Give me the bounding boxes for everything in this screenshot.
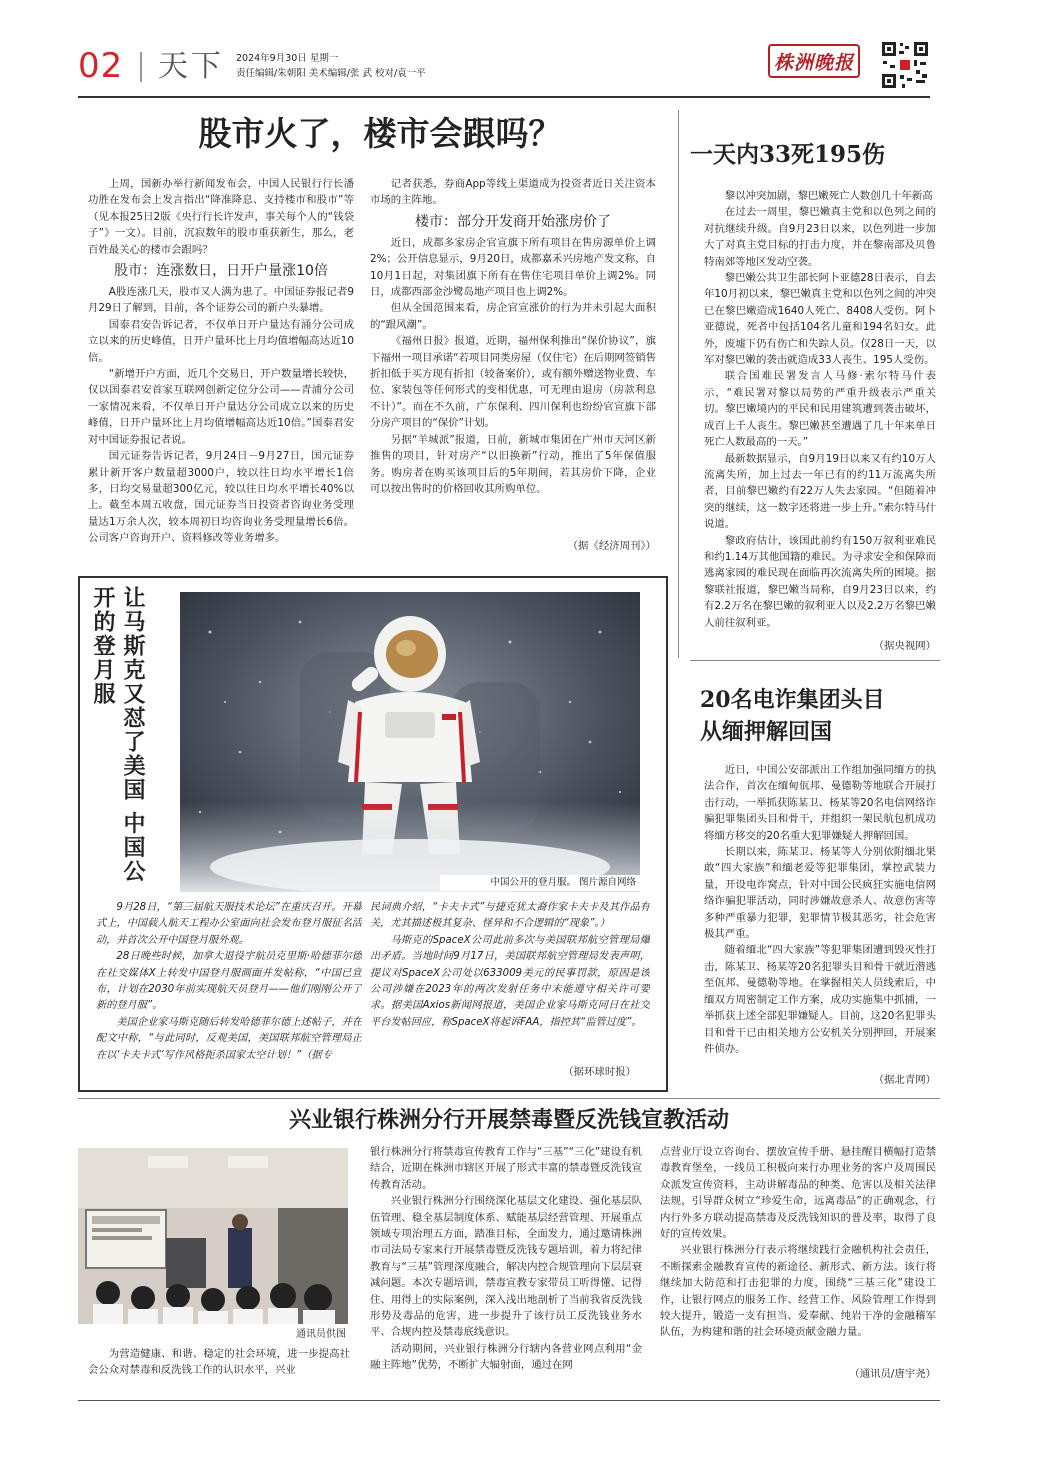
article-lebanon-body xyxy=(704,188,936,636)
paragraph: 美国企业家马斯克随后转发哈德菲尔德上述帖子，并在配文中称，“与此同时，反观美国，美国联邦航空管理局正在以‘卡夫卡式’写作风格扼杀国家太空计划！”（据专 xyxy=(96,1016,362,1061)
article-bank-col1 xyxy=(88,1346,350,1386)
paragraph: 但从全国范围来看，房企官宣涨价的行为并未引起大面积的“跟风潮”。 xyxy=(370,302,656,331)
article-spacesuit-col1 xyxy=(96,900,362,1084)
paragraph: 黎巴嫩公共卫生部长阿卜亚德28日表示，自去年10月初以来，黎巴嫩真主党和以色列之间的冲突已在黎巴嫩造成1640人死亡、8408人受伤。阿卜亚德说，死者中包括104名儿童和194名妇女。此外，废墟下仍有伤亡和失踪人员。仅28日一天，以军对黎巴嫩的袭击就造成33人丧生、195人受伤。 xyxy=(704,272,936,367)
page-number: 02 xyxy=(78,46,124,86)
editor-line: 责任编辑/朱朝阳 美术编辑/张 武 校对/袁一平 xyxy=(236,68,426,79)
photo-caption: 通讯员供图 xyxy=(296,1329,346,1340)
subheading: 楼市：部分开发商开始涨房价了 xyxy=(415,213,611,230)
source: （据央视网） xyxy=(873,640,936,652)
source: （据北青网） xyxy=(873,1074,936,1086)
paragraph: 联合国难民署发言人马修·索尔特马什表示，“难民署对黎以局势的严重升级表示严重关切。黎巴嫩境内的平民和民用建筑遭到袭击破坏，成百上千人丧生。黎巴嫩甚至遭遇了几十年来单日死亡人数最高的一天。” xyxy=(704,370,936,449)
paragraph: 最新数据显示，自9月19日以来又有约10万人流离失所，加上过去一年已有的约11万流离失所者，目前黎巴嫩约有22万人失去家园。“但随着冲突的继续，这一数字还将进一步上升。”索尔特马什说道。 xyxy=(704,452,936,531)
qr-code-icon xyxy=(880,40,930,90)
spacesuit-photo xyxy=(180,592,640,892)
section-name: 天下 xyxy=(158,49,224,84)
title-line: 从缅押解回国 xyxy=(700,719,833,745)
article-fraud-title xyxy=(700,684,940,748)
paragraph: 黎以冲突加剧，黎巴嫩死亡人数创几十年新高 xyxy=(724,190,933,202)
article-lebanon-title: 一天内33死195伤 xyxy=(690,141,886,168)
paragraph: 另据“羊城派”报道，日前，新城市集团在广州市天河区新推售的项目，针对房产“以旧换新”行动，推出了5年保值服务。购房者在购买该项目后的5年期间，若其房价下降，企业可以按出售时的价格回收其所购单位。 xyxy=(370,433,656,495)
paragraph: 点营业厅设立咨询台、摆放宣传手册、悬挂醒目横幅打造禁毒教育堡垒，一线员工积极向来行办理业务的客户及周围民众派发宣传资料，主动讲解毒品的种类、危害以及相关法律法规，引导群众树立“珍爱生命，远离毒品”的正确观念，行内行外多方联动提高禁毒及反洗钱知识的普及率，取得了良好的宣传效果。 xyxy=(660,1146,936,1241)
article-stock-col1 xyxy=(88,176,354,546)
paragraph: 记者获悉，券商App等线上渠道成为投资者近日关注资本市场的主阵地。 xyxy=(370,178,656,207)
article-spacesuit-col2 xyxy=(370,900,650,1056)
article-stock-col2 xyxy=(370,176,656,556)
paragraph: 长期以来，陈某卫、杨某等人分别依附缅北果敢“四大家族”和缅老爱等犯罪集团，掌控武装力量，开设电诈窝点，针对中国公民疯狂实施电信网络诈骗犯罪活动，同时涉嫌故意杀人、故意伤害等多种严重暴力犯罪，犯罪情节极其恶劣，社会危害极其严重。 xyxy=(704,846,936,941)
source: （通讯员/唐宇尧） xyxy=(849,1368,936,1380)
article-bank-col3 xyxy=(660,1144,936,1366)
paragraph: 国泰君安告诉记者，不仅单日开户量达有涌分公司成立以来的历史峰值，日开户量环比上月均值增幅高达近10倍。 xyxy=(88,318,354,364)
paragraph: 近日，中国公安部派出工作组加强同缅方的执法合作，首次在缅甸佤邦、曼德勒等地联合开展打击行动，一举抓获陈某卫、杨某等20名电信网络诈骗犯罪集团头目和骨干，并组织一架民航包机成功将缅方移交的20名重大犯罪嫌疑人押解回国。 xyxy=(704,764,936,842)
paragraph: 马斯克的SpaceX公司此前多次与美国联邦航空管理局爆出矛盾。当地时间9月17日，美国联邦航空管理局发表声明，提议对SpaceX公司处以633009美元的民事罚款，原因是该公司涉嫌在2023年的两次发射任务中未能遵守相关许可要求。据美国Axios新闻网报道，美国企业家马斯克同日在社交平台发帖回应，称SpaceX将起诉FAA，指控其“监管过度”。 xyxy=(370,934,650,1028)
title-line: 20名电诈集团头目 xyxy=(700,687,885,713)
paragraph: 28日晚些时候，加拿大退役宇航员克里斯·哈德菲尔德在社交媒体X上转发中国登月服画面并发帖称，“中国已宣布，计划在2030年前实现航天员登月——他们刚刚公开了新的登月服”。 xyxy=(96,951,362,1012)
source: （据环球时报） xyxy=(563,1066,636,1078)
paragraph: 黎政府估计，该国此前约有150万叙利亚难民和约1.14万其他国籍的难民。为寻求安全和保障而逃离家园的难民现在面临再次流离失所的困境。据黎联社报道，黎巴嫩当局称，自9月23日以来，约有2.2万名在黎巴嫩的叙利亚人以及2.2万名黎巴嫩人前往叙利亚。 xyxy=(704,534,936,629)
paragraph: 银行株洲分行将禁毒宣传教育工作与“三基”“三化”建设有机结合，近期在株洲市辖区开展了形式丰富的禁毒暨反洗钱宣传教育活动。 xyxy=(370,1146,642,1191)
paragraph: 为营造健康、和谐、稳定的社会环境，进一步提高社会公众对禁毒和反洗钱工作的认识水平，兴业 xyxy=(88,1348,350,1377)
paragraph: 随着缅北“四大家族”等犯罪集团遭到毁灭性打击，陈某卫、杨某等20名犯罪头目和骨干就近潜逃至佤邦、曼德勒等地。在掌握相关人员线索后，中缅双方周密制定工作方案，成功实施集中抓捕，一举抓获上述全部犯罪嫌疑人。目前，这20名犯罪头目和骨干已由相关地方公安机关分别押回，开展案件侦办。 xyxy=(704,944,936,1055)
paragraph: 兴业银行株洲分行表示将继续践行金融机构社会责任，不断探索金融教育宣传的新途径、新形式、新方法。该行将继续加大防范和打击犯罪的力度，围绕“三基三化”建设工作，让银行网点的服务工作、经营工作、风险管理工作得到较大提升，锻造一支有担当、爱奉献、纯岩干净的金融稽军队伍，为构建和谐的社会环境贡献金融力量。 xyxy=(660,1244,936,1339)
newspaper-logo: 株洲晚报 xyxy=(768,44,860,78)
article-stock-title: 股市火了，楼市会跟吗？ xyxy=(198,114,562,153)
paragraph: 《福州日报》报道，近期，福州保利推出“保价协议”，旗下福州一项目承诺“若项目同类房屋（仅住宅）在后期网签销售折扣低于买方现有折扣（较备案价），或有额外赠送物业费、车位、家装包等任何形式的变相优惠，可无理由退房（房款利息不计）”。而在不久前，广东保利、四川保利也纷纷官宣旗下部分房产项目的“保价”计划。 xyxy=(370,335,656,430)
article-bank-title: 兴业银行株洲分行开展禁毒暨反洗钱宣教活动 xyxy=(288,1107,729,1133)
article-fraud-body xyxy=(704,762,936,1072)
photo-caption: 中国公开的登月服。 图片源自网络 xyxy=(440,875,640,891)
paragraph: 9月28日，“第三届航天服技术论坛”在重庆召开。开幕式上，中国载人航天工程办公室面向社会发布登月服征名活动，并首次公开中国登月服外观。 xyxy=(96,902,362,946)
paragraph: 民词典介绍，“卡夫卡式”与捷克犹太裔作家卡夫卡及其作品有关，尤其描述极其复杂、怪异和不合逻辑的“现象”。） xyxy=(370,902,650,930)
paragraph: 近日，成都多家房企官宣旗下所有项目在售房源单价上调2%；公开信息显示，9月20日，成都嘉禾兴房地产发文称，自10月1日起，对集团旗下所有在售住宅项目单价上调2%。同日，成都西部金沙鹭岛地产项目也上调2%。 xyxy=(370,236,656,299)
paragraph: 国元证券告诉记者，9月24日－9月27日，国元证券累计新开客户数量超3000户，较以往日均水平增长1倍多，日均交易量超300亿元，较以往日均水平增长40%以上。截至本周五收盘，国元证券当日投资者咨询业务受理量达1万余人次，较本周初日均咨询业务受理量增长6倍。公司客户咨询开户、资料修改等业务增多。 xyxy=(88,450,354,545)
paragraph: 活动期间，兴业银行株洲分行辖内各营业网点利用“金融主阵地”优势，不断扩大辐射面，通过在网 xyxy=(370,1342,642,1372)
paragraph: 兴业银行株洲分行围绕深化基层文化建设、强化基层队伍管理、稳全基层制度体系、赋能基层经营管理、开展重点领域专项治理五方面，踏准目标，全面发力，通过邀请株洲市司法局专家来行开展禁毒暨反洗钱专题培训，着力将纪律教育与“三基”管理深度融合，解决内控合规管理向下层层衰减问题。本次专题培训，禁毒宣教专家带员工听得懂、记得住、用得上的实际案例，深入浅出地剖析了当前我省反洗钱形势及毒品的危害，进一步提升了该行员工反洗钱业务水平、合规内控及禁毒底线意识。 xyxy=(370,1195,642,1339)
paragraph: A股连涨几天，股市又人满为患了。中国证券报记者9月29日了解到，目前，各个证券公司的新户头暴增。 xyxy=(88,286,354,315)
paragraph: 在过去一周里，黎巴嫩真主党和以色列之间的对抗继续升级。自9月23日以来，以色列进一步加大了对真主党目标的打击力度，并在黎南部及贝鲁特南郊等地区发动空袭。 xyxy=(704,206,936,268)
paragraph: “新增开户方面，近几个交易日，开户数量增长较快，仅以国泰君安首家互联网创新定位分公司——青浦分公司一家情况来看，不仅单日开户量达分公司成立以来的历史峰值，日开户量环比上月均值增幅高达近10倍。”国泰君安对中国证券报记者说。 xyxy=(88,368,354,446)
date-line: 2024年9月30日 星期一 xyxy=(236,53,339,64)
subheading: 股市：连涨数日，日开户量涨10倍 xyxy=(114,263,328,280)
paragraph: 上周，国新办举行新闻发布会，中国人民银行行长潘功胜在发布会上发言指出“降准降息、支持楼市和股市”等（见本报25日2版《央行行长许发声，事关每个人的“钱袋子”》一文）。目前，沉寂数年的股市重获新生，那么，老百姓最关心的楼市会跟吗？ xyxy=(88,178,354,256)
bank-event-photo xyxy=(78,1148,348,1324)
source: （据《经济周刊》） xyxy=(567,540,656,552)
article-spacesuit-title: 让马斯克又怼了美国 中国公开的登月服 xyxy=(90,586,146,884)
article-bank-col2 xyxy=(370,1144,642,1390)
